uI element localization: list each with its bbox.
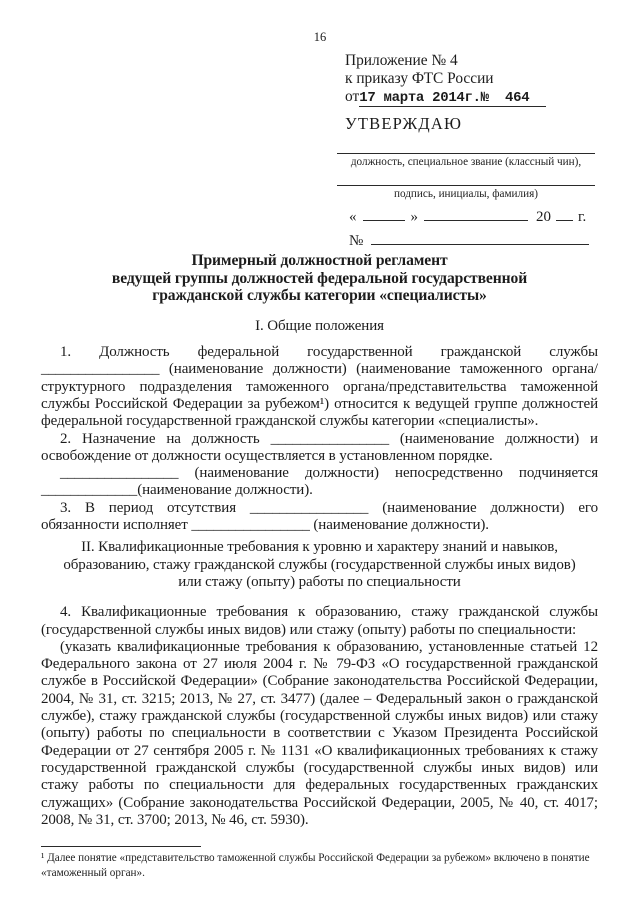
approve-block — [337, 114, 595, 250]
month-blank-field — [424, 206, 528, 221]
paragraph-2: 2. Назначение на должность ________________ (наименование должности) и освобождение от должности осуществляется в установленном порядке. — [41, 430, 598, 464]
number-blank-field — [371, 230, 589, 245]
footnote-block — [41, 846, 598, 880]
footnote-separator — [41, 846, 201, 847]
title-line-2: ведущей группы должностей федеральной государственной — [111, 269, 528, 287]
year-suffix: г. — [578, 209, 587, 225]
section-heading-general: I. Общие положения — [255, 317, 384, 334]
quote-close-mark: » — [410, 209, 418, 225]
day-blank-field — [363, 206, 405, 221]
year-blank-field — [556, 206, 573, 221]
appendix-block — [345, 52, 546, 106]
paragraph-3: 3. В период отсутствия ________________ (наименование должности) его обязанности исполняет ________________ (наименование должности). — [41, 499, 598, 534]
paragraph-4: 4. Квалификационные требования к образованию, стажу гражданской службы (государственной службы иных видов) или стажу (опыту) работы по специальности: — [41, 604, 598, 638]
year-prefix: 20 — [536, 209, 551, 225]
signature-line-1 — [337, 153, 595, 154]
date-row — [337, 206, 595, 226]
appendix-line-2: к приказу ФТС России — [345, 70, 494, 87]
paragraph-5: (указать квалификационные требования к образованию, установленные статьей 12 Федерального закона от 27 июля 2004 г. № 79-ФЗ «О государственной гражданской службе в Российской Федерации» (Собрание законодательства Российской Федерации, 2004, № 31, ст. 3215; 2013, № 27, ст. 3477) (далее – Федеральный закон о гражданской службе), стажу гражданской службы (государственной службы иных видов) или стажу (опыту) работы по специальности в соответствии с Указом Президента Российской Федерации от 27 сентября 2005 г. № 1131 «О квалификационных требованиях к стажу государственной гражданской службы (государственной службы иных видов) или стажу работы по специальности для федеральных государственных гражданских служащих» (Собрание законодательства Российской Федерации, 2005, № 40, ст. 4017; 2008, № 31, ст. 3700; 2013, № 46, ст. 5930). — [41, 638, 598, 828]
order-date-line — [345, 88, 546, 106]
title-line-1: Примерный должностной регламент — [191, 252, 448, 269]
signature-label-1: должность, специальное звание (классный чин), — [350, 156, 582, 168]
heading-qualification-line-1: II. Квалификационные требования к уровню и характеру знаний и навыков, — [81, 539, 558, 556]
paragraph-1: 1. Должность федеральной государственной гражданской службы ________________ (наименование должности) (наименование таможенного органа/структурного подразделения таможенного органа/представительства таможенной службы Российской Федерации за рубежом¹) относится к ведущей группе должностей федеральной государственной гражданской службы категории «специалисты». — [41, 344, 598, 430]
number-row — [337, 230, 595, 250]
document-title — [41, 252, 598, 305]
order-date-filled: 17 марта 2014г.№ 464 — [359, 90, 546, 106]
heading-qualification-line-3: или стажу (опыту) работы по специальности — [178, 573, 461, 590]
section-heading-qualification — [41, 539, 598, 591]
heading-qualification-line-2: образованию, стажу гражданской службы (государственной службы иных видов) — [63, 556, 576, 573]
approve-title: УТВЕРЖДАЮ — [345, 114, 463, 133]
number-sign: № — [349, 233, 364, 249]
signature-label-2: подпись, инициалы, фамилия) — [393, 188, 538, 200]
signature-line-2 — [337, 185, 595, 186]
order-date-prefix: от — [345, 88, 360, 105]
appendix-line-1: Приложение № 4 — [345, 52, 458, 69]
paragraph-2-continuation: ________________ (наименование должности) непосредственно подчиняется _____________(наименование должности). — [41, 465, 598, 499]
quote-open-mark: « — [349, 209, 357, 225]
page-number: 16 — [313, 30, 327, 44]
footnote-text: ¹ Далее понятие «представительство таможенной службы Российской Федерации за рубежом» включено в понятие «таможенный орган». — [41, 852, 590, 879]
document-body — [41, 252, 598, 829]
title-line-3: гражданской службы категории «специалисты» — [152, 287, 487, 305]
